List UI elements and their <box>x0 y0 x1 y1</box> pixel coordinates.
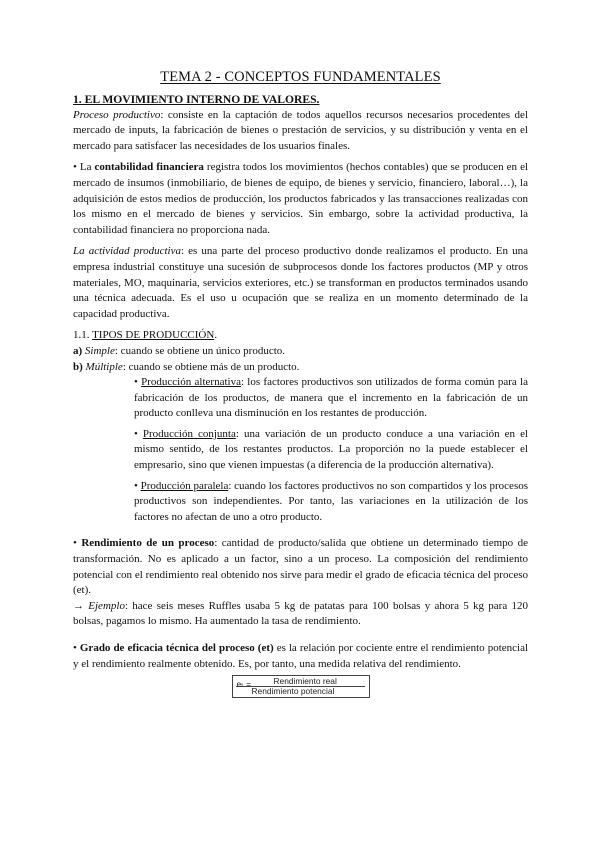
subsection-heading-1-1 <box>73 328 528 344</box>
subitem-produccion-conjunta <box>134 427 528 474</box>
text-simple: : cuando se obtiene un único producto. <box>114 344 286 357</box>
page-title: TEMA 2 - CONCEPTOS FUNDAMENTALES <box>160 69 441 85</box>
formula-denominator: Rendimiento potencial <box>251 686 335 697</box>
text-grado-eficacia: es la relación por cociente entre el rendimiento potencial y el rendimiento realmente obtenido. Es, por tanto, una medida relativa del rendimiento. <box>73 642 529 670</box>
paragraph-grado-eficacia <box>73 641 528 672</box>
term-produccion-alternativa: Producción alternativa <box>141 376 241 389</box>
paragraph-proceso-productivo <box>73 108 528 155</box>
arrow-icon: → <box>73 599 89 612</box>
subitem-produccion-alternativa <box>134 375 528 422</box>
bullet: • <box>73 642 80 654</box>
bullet: • <box>134 427 143 440</box>
term-simple: Simple <box>84 344 115 357</box>
text-produccion-paralela: : cuando los factores productivos no son compartidos y los procesos productivos son independientes. Por tanto, las variaciones en la utilización de los factores no afectan de uno a otro producto. <box>134 479 529 523</box>
bullet: • <box>134 479 141 492</box>
text-multiple: : cuando se obtiene más de un producto. <box>122 360 300 373</box>
subitems-list <box>134 375 528 525</box>
text-proceso-productivo: : consiste en la captación de todos aquellos recursos necesarios procedentes del mercado de inputs, la fabricación de bienes o prestación de servicios, y su distribución y venta en el mercado para satisfacer las necesidades de los usuarios finales. <box>73 108 528 152</box>
subsection-number: 1.1. <box>73 329 93 342</box>
formula-image <box>232 675 370 698</box>
subsection-title: TIPOS DE PRODUCCIÓN <box>92 329 215 342</box>
item-multiple <box>73 360 528 376</box>
formula-container <box>73 675 528 700</box>
item-label-a: a) <box>73 344 85 357</box>
paragraph-actividad-productiva <box>73 244 528 322</box>
subsection-period: . <box>214 329 218 342</box>
bullet: • La <box>73 161 95 174</box>
text-contabilidad-financiera: registra todos los movimientos (hechos contables) que se producen en el mercado de insumos (inmobiliario, de bienes de equipo, de bienes y servicio, financiero, laboral…), la adquisición de estos medios de producción, los productos fabricados y las transacciones realizadas con los mismo en el mercado de bienes y servicios. Sin embargo, sobre la actividad productiva, la contabilidad financiera no proporciona nada. <box>73 161 529 236</box>
formula-numerator: Rendimiento real <box>236 677 365 687</box>
term-grado-eficacia: Grado de eficacia técnica del proceso (et) <box>79 642 274 654</box>
subitem-produccion-paralela <box>134 479 528 526</box>
term-produccion-conjunta: Producción conjunta <box>142 427 236 440</box>
item-label-b: b) <box>73 360 86 373</box>
text-produccion-alternativa: : los factores productivos son utilizados de forma común para la fabricación de los productos, de manera que el incremento en la fabricación de un producto conlleva una disminución en los restantes de producción. <box>134 376 528 420</box>
term-actividad-productiva: La actividad productiva <box>73 245 181 258</box>
term-produccion-paralela: Producción paralela <box>140 479 229 492</box>
term-proceso-productivo: Proceso productivo <box>73 108 161 121</box>
item-simple <box>73 344 528 360</box>
text-rendimiento: : cantidad de producto/salida que obtiene un determinado tiempo de transformación. No es aplicado a un factor, sino a un proceso. La composición del rendimiento potencial con el rendimiento real obtenido nos sirve para medir el grado de eficacia técnica del proceso (et). <box>73 537 528 597</box>
bullet: • <box>73 537 82 550</box>
formula-lhs: eₜ = <box>236 679 252 690</box>
term-ejemplo: Ejemplo <box>88 599 125 612</box>
paragraph-rendimiento <box>73 536 528 598</box>
paragraph-ejemplo <box>73 599 528 630</box>
bullet: • <box>134 376 142 389</box>
term-contabilidad-financiera: contabilidad financiera <box>94 161 204 174</box>
text-ejemplo: : hace seis meses Ruffles usaba 5 kg de patatas para 100 bolsas y ahora 5 kg para 120 bolsas, pagamos lo mismo. Ha aumentado la tasa de rendimiento. <box>73 599 528 628</box>
section-heading-1: 1. EL MOVIMIENTO INTERNO DE VALORES. <box>73 93 320 106</box>
paragraph-contabilidad-financiera <box>73 160 528 238</box>
term-rendimiento: Rendimiento de un proceso <box>81 537 215 550</box>
text-actividad-productiva: : es una parte del proceso productivo donde realizamos el producto. En una empresa industrial constituye una sucesión de subprocesos donde los factores productos (MP y otros materiales, MO, maquinaria, servicios exteriores, etc.) se transforman en productos terminados usando una técnica adecuada. Es el uso u ocupación que se realiza en un momento determinado de la capacidad productiva. <box>73 245 528 320</box>
term-multiple: Múltiple <box>85 360 123 373</box>
text-produccion-conjunta: : una variación de un producto conduce a una variación en el mismo sentido, de los restantes productos. La proporción no la puede establecer el empresario, sino que vienen impuestas (a diferencia de la producción alternativa). <box>134 427 529 472</box>
